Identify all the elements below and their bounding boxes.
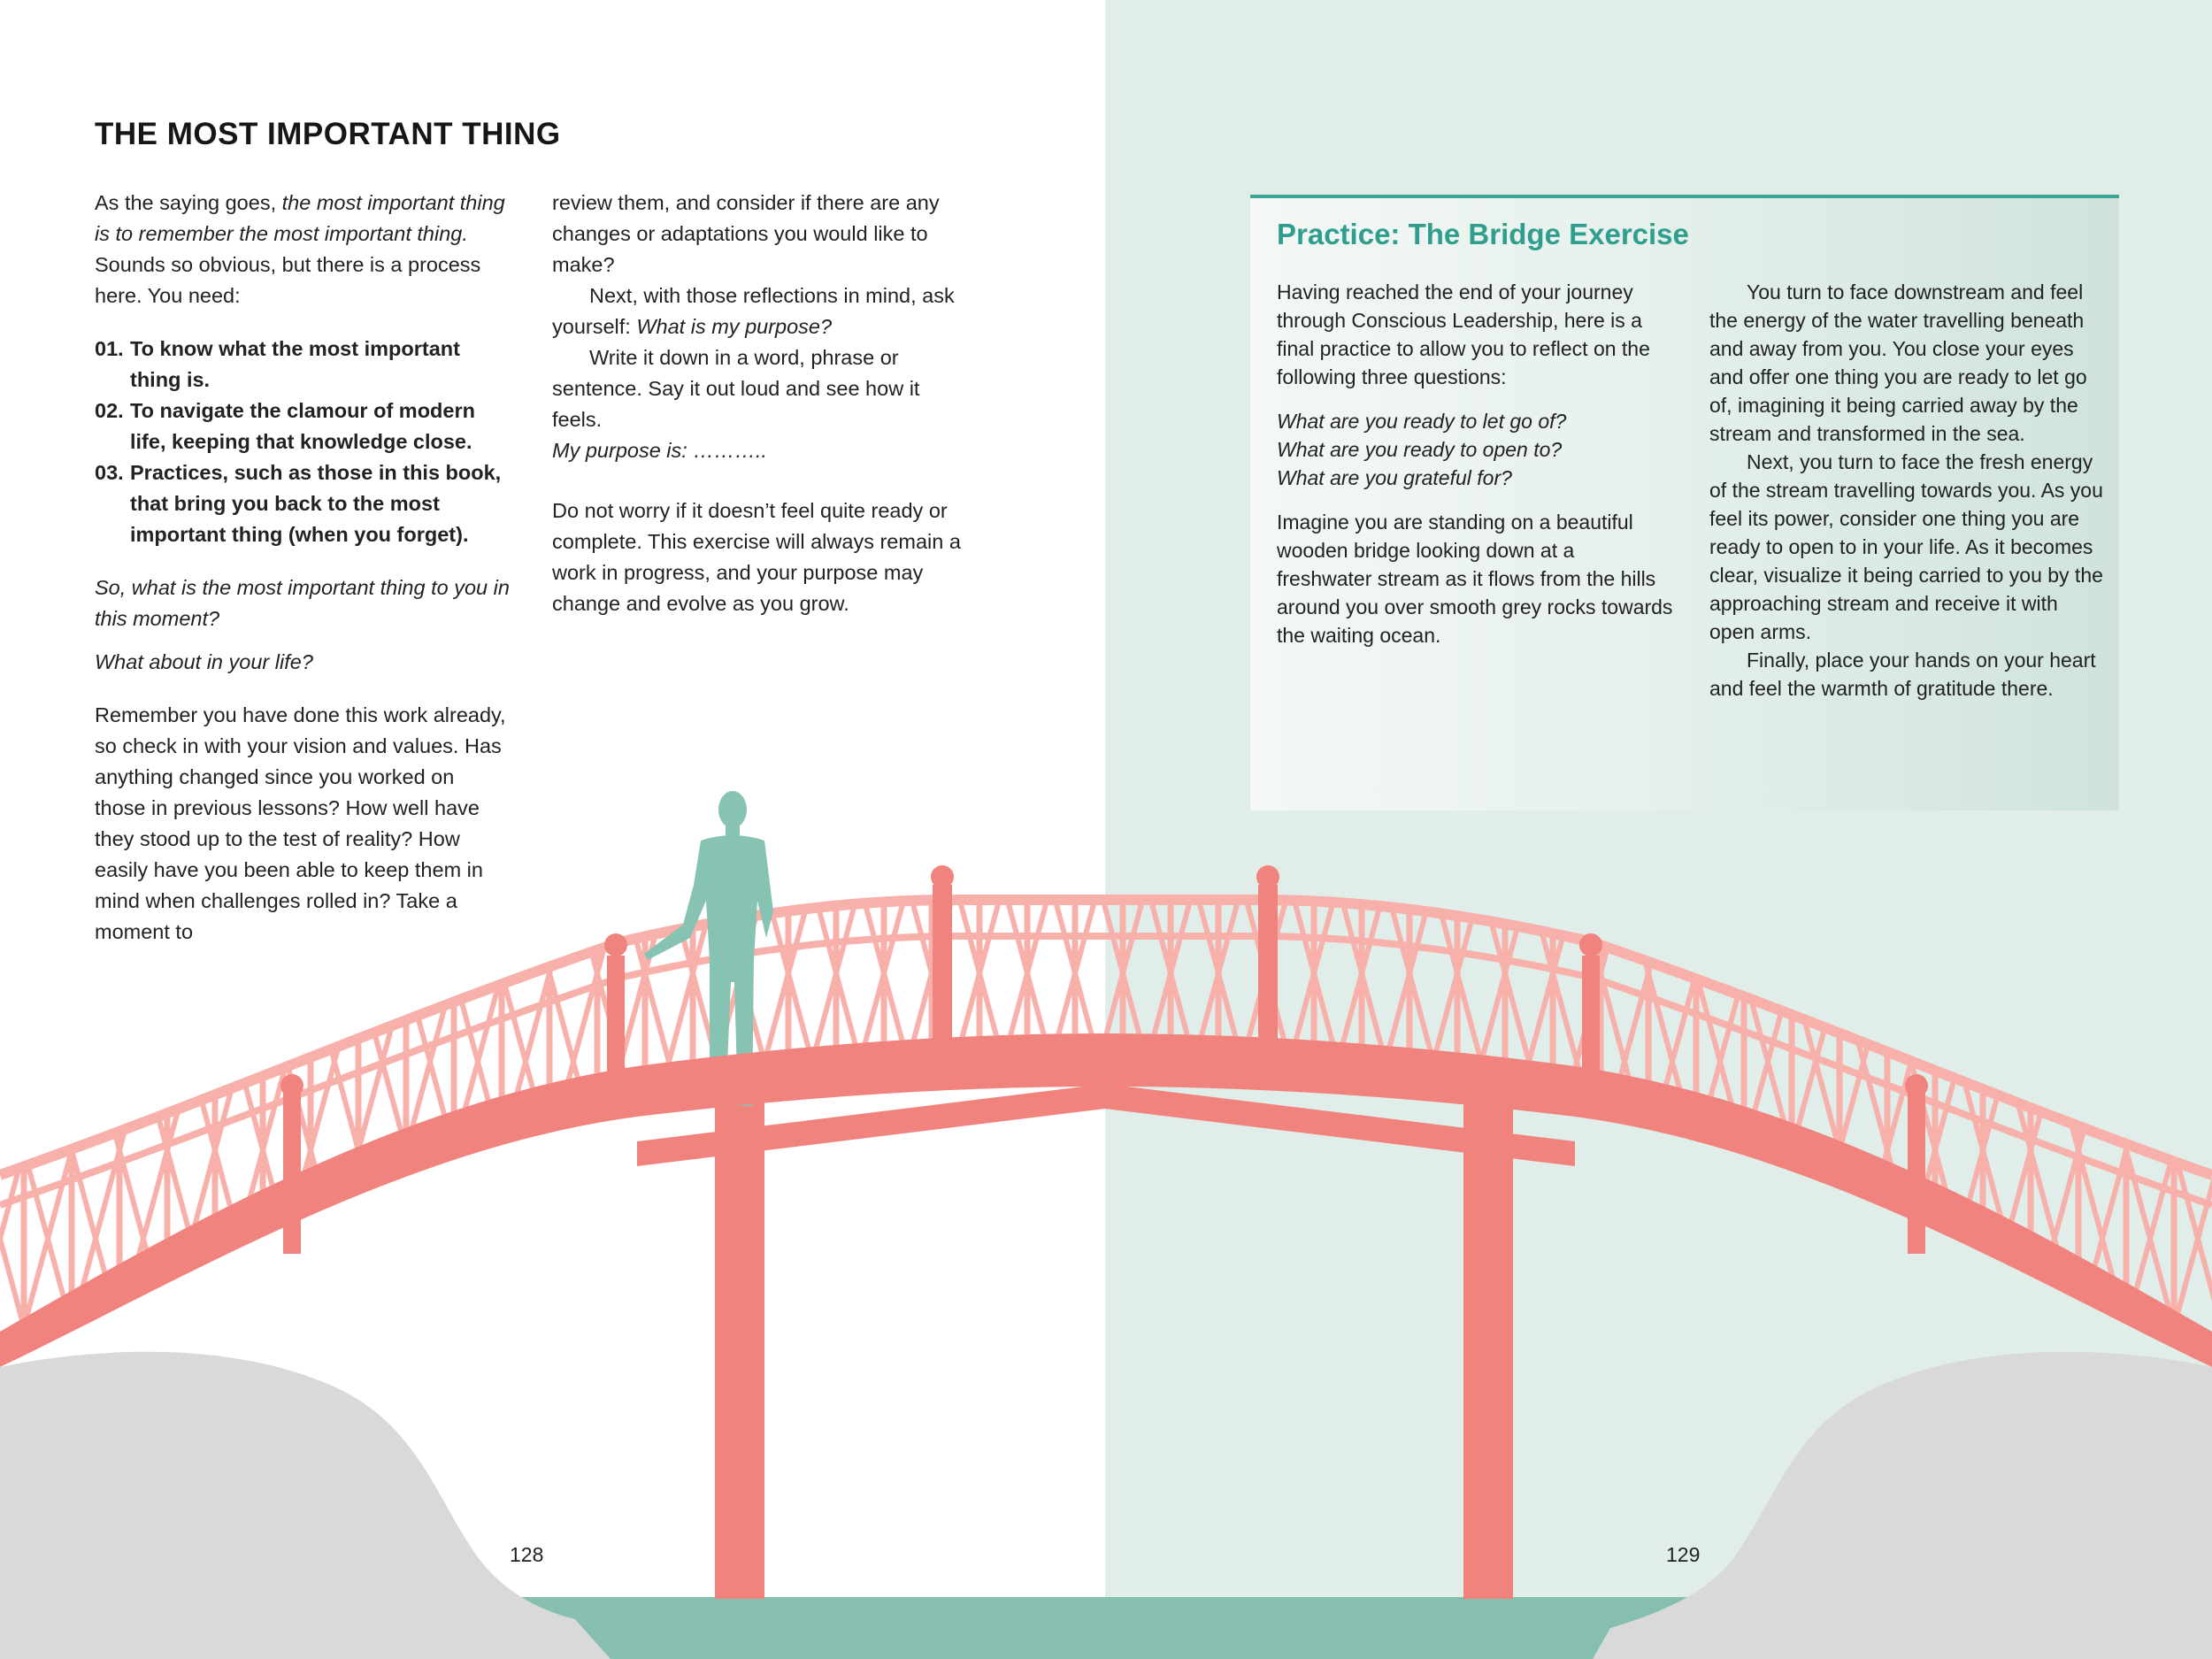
remember-paragraph: Remember you have done this work already, so check in with your vision and values. Has anything changed since you worked on those in previous lessons? How well have they stood up to the test of reality? How easily have you been able to keep them in mind when challenges rolled in? Take a moment to [95, 703, 506, 943]
gratitude-paragraph: Finally, place your hands on your heart and feel the warmth of gratitude there. [1709, 649, 2096, 700]
bridge-front-leg-right [1463, 1117, 1513, 1599]
rock-right [1593, 1352, 2212, 1659]
question-open-to: What are you ready to open to? [1277, 438, 1563, 461]
intro-tail: Sounds so obvious, but there is a process here. You need: [95, 253, 481, 307]
question-let-go: What are you ready to let go of? [1277, 410, 1567, 433]
list-item [95, 457, 511, 550]
list-text: To navigate the clamour of modern life, keeping that knowledge close. [130, 399, 475, 453]
next-paragraph [552, 280, 968, 342]
next-lead: Next, with those reflections in mind, ask yourself: [552, 284, 955, 338]
list-item [95, 334, 511, 396]
page-heading: THE MOST IMPORTANT THING [95, 117, 561, 151]
rock-left [0, 1352, 611, 1659]
list-number: 02. [95, 399, 124, 422]
list-text: Practices, such as those in this book, that bring you back to the most important thing (when you forget). [130, 461, 502, 546]
downstream-paragraph: You turn to face downstream and feel the energy of the water travelling beneath and away from you. You close your eyes and offer one thing you are ready to let go of, imagining it being carried away by the stream and transformed in the sea. [1709, 280, 2087, 445]
practice-column-1 [1277, 278, 1673, 649]
question-grateful: What are you grateful for? [1277, 466, 1512, 489]
practice-box [1250, 195, 2119, 810]
worry-paragraph: Do not worry if it doesn’t feel quite ready or complete. This exercise will always remain a work in progress, and your purpose may change and evolve as you grow. [552, 499, 961, 615]
practice-column-2 [1709, 278, 2106, 703]
list-number: 03. [95, 461, 124, 484]
left-column-2 [552, 188, 968, 619]
bridge-front-leg-left [715, 1117, 764, 1599]
practice-title: Practice: The Bridge Exercise [1277, 218, 1689, 250]
intro-italic: the most important thing is to remember the most important thing. [95, 191, 505, 245]
purpose-question: What is my purpose? [636, 315, 833, 338]
question-1 [95, 572, 511, 634]
left-column-1 [95, 188, 511, 948]
write-paragraph: Write it down in a word, phrase or sentence. Say it out loud and see how it feels. [552, 346, 920, 431]
page-number-left: 128 [510, 1543, 544, 1566]
intro-paragraph [95, 188, 511, 311]
list-number: 01. [95, 337, 124, 360]
imagine-paragraph: Imagine you are standing on a beautiful wooden bridge looking down at a freshwater stream as it flows from the hills around you over smooth grey rocks towards the waiting ocean. [1277, 511, 1673, 647]
bridge-railing [0, 885, 2212, 1345]
upstream-paragraph: Next, you turn to face the fresh energy of the stream travelling towards you. As you feel its power, consider one thing you are ready to open to in your life. As it becomes clear, visualize it being carried to you by the approaching stream and receive it with open arms. [1709, 450, 2103, 643]
intro-lead: As the saying goes, [95, 191, 282, 214]
list-text: To know what the most important thing is. [130, 337, 460, 391]
practice-intro: Having reached the end of your journey through Conscious Leadership, here is a final practice to allow you to reflect on the following three questions: [1277, 280, 1650, 388]
question-2-text: What about in your life? [95, 650, 313, 673]
question-2 [95, 647, 511, 678]
list-item [95, 396, 511, 457]
question-1-text: So, what is the most important thing to you in this moment? [95, 576, 510, 630]
numbered-list [95, 334, 511, 550]
review-paragraph: review them, and consider if there are any changes or adaptations you would like to make? [552, 191, 940, 276]
questions-list [1277, 407, 1673, 492]
page-number-right: 129 [1666, 1543, 1701, 1566]
purpose-line: My purpose is: ……….. [552, 439, 767, 462]
